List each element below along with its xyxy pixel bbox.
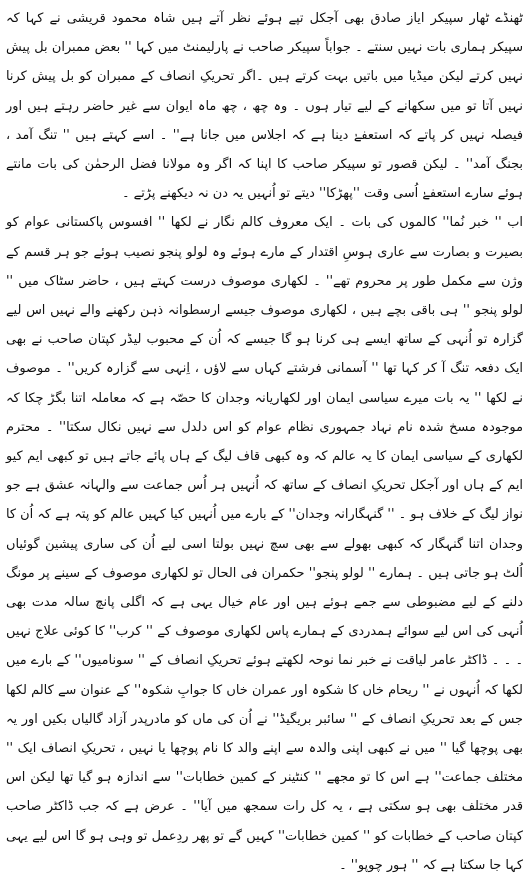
paragraph-khabar-numa: اب '' خبر نُما'' کالموں کی بات ۔ ایک معروف کالم نگار نے لکھا '' افسوس پاکستانی عوام کو بصیرت و بصارت سے عاری ہوسِ اقتدار کے مارے ہوئے وہ لولو پنجو نصیب ہوئے جو ہر قسم کے وژن سے مکمل طور پر محروم تھے'' ۔ لکھاری موصوف درست کہتے ہیں ، حاضر سٹاک میں '' لولو پنجو '' ہی باقی بچے ہیں ، لکھاری موصوف جیسے ارسطوانہ ذہن رکھنے والے نہیں اس لیے گزارہ تو اُنہی کے ساتھ ایسے ہی کرنا ہو گا جیسے کہ اُن کے محبوب لیڈر کپتان صاحب نے بھی ایک دفعہ تنگ آ کر کہا تھا '' آسمانی فرشتے کہاں سے لاؤں ، اِنہی سے گزارہ کریں'' ۔ موصوف نے لکھا '' یہ بات میرے سیاسی ایمان اور لکھاریانہ وجدان کا حصّہ ہے کہ معاملہ اتنا بگڑ چکا کہ موجودہ مسخ شدہ نام نہاد جمہوری نظام عوام کو اس دلدل سے نہیں نکال سکتا'' ۔ محترم لکھاری کے سیاسی ایمان کا یہ عالم کہ وہ کبھی قاف لیگ کے ہاں پائے جاتے ہیں تو کبھی ایم کیو ایم کے ہاں اور آجکل تحریکِ انصاف کے ساتھ کہ اُنہیں ہر اُس جماعت سے والہانہ عشق ہے جو نواز لیگ کے خلاف ہو ۔ '' گنہگارانہ وجدان'' کے بارے میں اُنہیں کیا کہیں عالم کو پتہ ہے کہ اُن کا وجدان اتنا گنہگار کہ کبھی بھولے سے بھی سچ نہیں بولتا اسی لیے اُن کی ساری پیشین گوئیاں اُلٹ ہو جاتی ہیں ۔ ہمارے '' لولو پنجو'' حکمران فی الحال تو لکھاری موصوف کے سینے پر مونگ دلنے کے لیے مضبوطی سے جمے ہوئے ہیں اور عام خیال یہی ہے کہ اگلی پانچ سالہ مدت بھی اُنہی کی اس لیے سوائے ہمدردی کے ہمارے پاس لکھاری موصوف کے '' کرب'' کا کوئی علاج نہیں ۔ ۔ ۔ ڈاکٹر عامر لیاقت نے خبر نما نوحہ لکھتے ہوئے تحریکِ انصاف کے '' سونامیوں'' کے بارے میں لکھا کہ اُنہوں نے '' ریحام خاں کا شکوہ اور عمران خاں کا جوابِ شکوہ'' کے عنوان سے کالم لکھا جس کے بعد تحریکِ انصاف کے '' سائبر بریگیڈ'' نے اُن کی ماں کو مادرپدر آزاد گالیاں بکیں اور یہ بھی پوچھا گیا '' میں نے کبھی اپنی والدہ سے اپنے والد کا نام پوچھا یا نہیں ، تحریکِ انصاف ایک '' مختلف جماعت'' ہے اس کا تو مجھے '' کنٹینر کے کمین خطابات'' سے اندازہ ہو گیا تھا لیکن اس قدر مختلف بھی ہو سکتی ہے ، یہ کل رات سمجھ میں آیا'' ۔ عرض ہے کہ جب ڈاکٹر صاحب کپتان صاحب کے خطابات کو '' کمین خطابات'' کہیں گے تو پھر ردِعمل تو وہی ہو گا اس لیے یہی کہا جا سکتا ہے کہ '' ہور چوپو'' ۔ — [6, 215, 523, 873]
paragraph-speaker: ٹھنڈے ٹھار سپیکر ایاز صادق بھی آجکل تپے ہوئے نظر آتے ہیں شاہ محمود قریشی نے کہا کہ سپیکر ہماری بات نہیں سنتے ۔ جواباً سپیکر صاحب نے پارلیمنٹ میں کہا '' بعض ممبران بل پیش نہیں کرتے لیکن میڈیا میں باتیں بہت کرتے ہیں ۔اگر تحریکِ انصاف کے ممبران کو بل پیش کرنا نہیں آتا تو میں سکھانے کے لیے تیار ہوں ۔ وہ چھ ، چھ ماہ ایوان سے غیر حاضر رہتے ہیں اور فیصلہ نہیں کر پاتے کہ استعفےٰ دینا ہے کہ اجلاس میں جانا ہے'' ۔ اسے کہتے ہیں '' تنگ آمد ، بجنگ آمد'' ۔ لیکن قصور تو سپیکر صاحب کا اپنا کہ اگر وہ مولانا فضل الرحمٰن کی بات مانتے ہوئے سارے استعفےٰ اُسی وقت ''پھڑکا'' دیتے تو اُنہیں یہ دن نہ دیکھنے پڑتے ۔ — [6, 11, 523, 202]
